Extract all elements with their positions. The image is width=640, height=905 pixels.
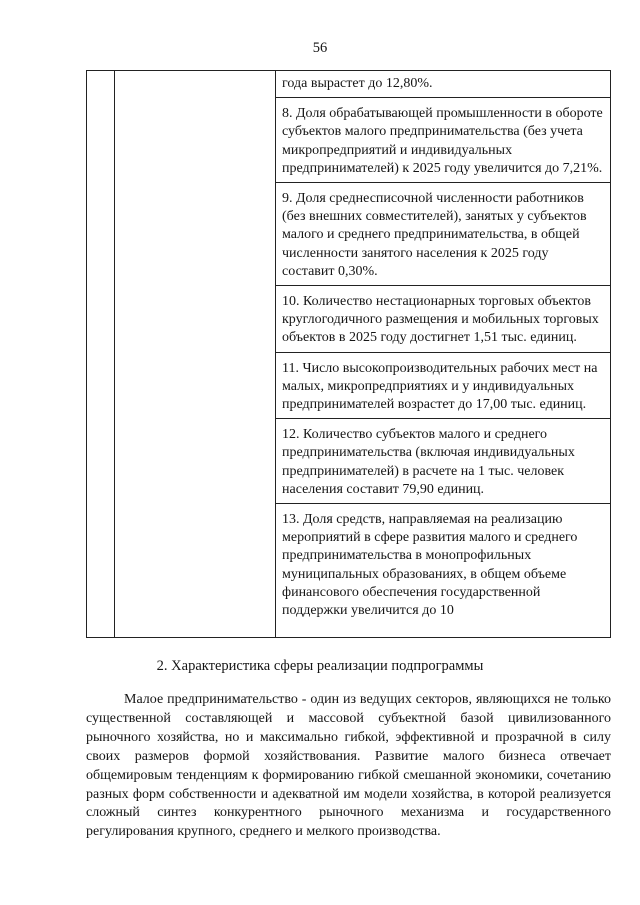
indicator-entry: 12. Количество субъектов малого и среднего предпринимательства (включая индивидуальных предпринимателей) в расчете на 1 тыс. человек населения составит 79,90 единиц. bbox=[276, 418, 610, 503]
table-cell-name bbox=[115, 71, 276, 638]
table-cell-indicators bbox=[276, 71, 611, 638]
page-number: 56 bbox=[312, 40, 328, 56]
indicator-entry: года вырастет до 12,80%. bbox=[282, 76, 433, 91]
indicator-entry: 8. Доля обрабатывающей промышленности в обороте субъектов малого предпринимательства (без учета микропредприятий и индивидуальных предпринимателей) к 2025 году увеличится до 7,21%. bbox=[276, 97, 610, 182]
indicators-table bbox=[86, 70, 611, 638]
table-cell-index bbox=[87, 71, 115, 638]
indicator-entry: 13. Доля средств, направляемая на реализацию мероприятий в сфере развития малого и среднего предпринимательства в монопрофильных муниципальных образованиях, в общем объеме финансового обеспечения государственной поддержки увеличится до 10 bbox=[276, 503, 610, 624]
section-heading: 2. Характеристика сферы реализации подпрограммы bbox=[156, 658, 484, 674]
indicator-entry: 11. Число высокопроизводительных рабочих мест на малых, микропредприятиях и у индивидуальных предпринимателей возрастет до 17,00 тыс. единиц. bbox=[276, 352, 610, 419]
indicator-entry: 9. Доля среднесписочной численности работников (без внешних совместителей), занятых у субъектов малого и среднего предпринимательства, в общей численности занятого населения к 2025 году составит 0,30%. bbox=[276, 182, 610, 285]
table-row bbox=[87, 71, 611, 638]
indicator-entry: 10. Количество нестационарных торговых объектов круглогодичного размещения и мобильных торговых объектов в 2025 году достигнет 1,51 тыс. единиц. bbox=[276, 285, 610, 352]
body-paragraph: Малое предпринимательство - один из ведущих секторов, являющихся не только существенной составляющей и массовой субъектной базой цивилизованного рыночного хозяйства, но и максимально гибкой, эффективной и прозрачной в силу своих размеров формой хозяйствования. Развитие малого бизнеса отвечает общемировым тенденциям к формированию гибкой смешанной экономики, сочетанию разных форм собственности и адекватной им модели хозяйства, в которой реализуется сложный синтез конкурентного рыночного механизма и государственного регулирования крупного, среднего и мелкого производства. bbox=[86, 692, 611, 840]
